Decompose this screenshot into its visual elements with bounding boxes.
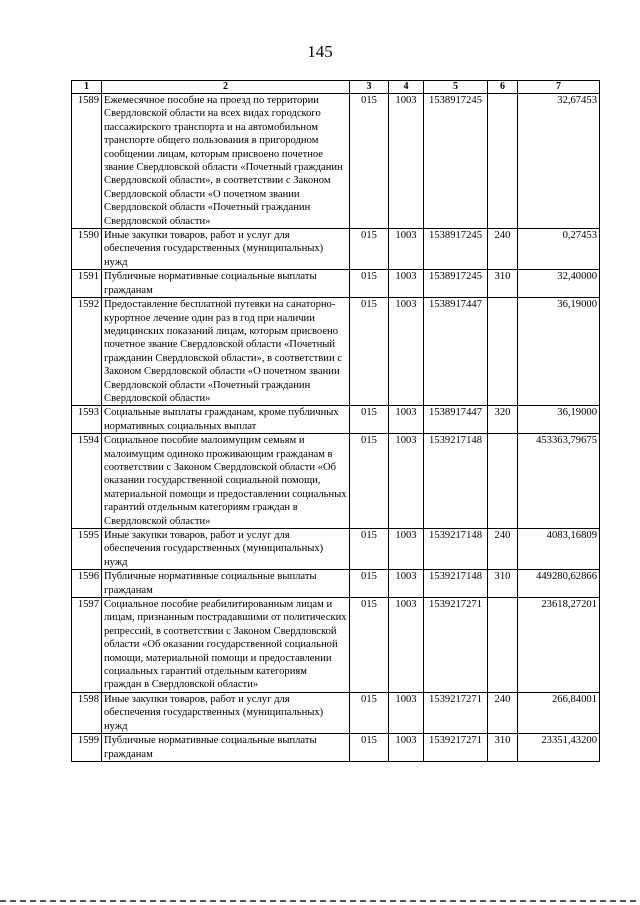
code-section: 1003 <box>389 406 424 434</box>
amount: 23618,27201 <box>518 598 600 693</box>
column-header: 3 <box>350 81 389 94</box>
code-expense-type: 240 <box>488 229 518 270</box>
code-target: 1538917447 <box>424 406 488 434</box>
code-expense-type <box>488 434 518 529</box>
table-row <box>72 598 600 693</box>
code-expense-type: 240 <box>488 692 518 733</box>
code-ministry: 015 <box>350 529 389 570</box>
row-number: 1596 <box>72 570 102 598</box>
row-number: 1594 <box>72 434 102 529</box>
code-section: 1003 <box>389 529 424 570</box>
table-row <box>72 734 600 762</box>
code-target: 1538917245 <box>424 270 488 298</box>
column-header: 6 <box>488 81 518 94</box>
column-header: 2 <box>102 81 350 94</box>
row-number: 1595 <box>72 529 102 570</box>
table-row <box>72 298 600 406</box>
code-target: 1538917245 <box>424 229 488 270</box>
amount: 36,19000 <box>518 298 600 406</box>
code-expense-type <box>488 598 518 693</box>
table-row <box>72 406 600 434</box>
row-number: 1593 <box>72 406 102 434</box>
amount: 32,67453 <box>518 94 600 229</box>
code-ministry: 015 <box>350 598 389 693</box>
code-ministry: 015 <box>350 270 389 298</box>
row-number: 1599 <box>72 734 102 762</box>
item-name: Иные закупки товаров, работ и услуг для обеспечения государственных (муниципальных) нужд <box>102 529 350 570</box>
column-header: 4 <box>389 81 424 94</box>
item-name: Социальное пособие реабилитированным лицам и лицам, признанным пострадавшими от политических репрессий, в соответствии с Законом Свердловской области «Об оказании государственной социальной помощи, материальной помощи и предоставлении социальных гарантий отдельным категориям граждан в Свердловской области» <box>102 598 350 693</box>
row-number: 1598 <box>72 692 102 733</box>
amount: 453363,79675 <box>518 434 600 529</box>
code-section: 1003 <box>389 270 424 298</box>
item-name: Публичные нормативные социальные выплаты гражданам <box>102 270 350 298</box>
amount: 0,27453 <box>518 229 600 270</box>
row-number: 1589 <box>72 94 102 229</box>
table-row <box>72 692 600 733</box>
item-name: Социальные выплаты гражданам, кроме публичных нормативных социальных выплат <box>102 406 350 434</box>
code-ministry: 015 <box>350 434 389 529</box>
code-target: 1539217148 <box>424 434 488 529</box>
code-ministry: 015 <box>350 692 389 733</box>
code-target: 1539217148 <box>424 570 488 598</box>
code-ministry: 015 <box>350 298 389 406</box>
table-row <box>72 270 600 298</box>
code-target: 1538917245 <box>424 94 488 229</box>
column-header: 1 <box>72 81 102 94</box>
code-ministry: 015 <box>350 406 389 434</box>
item-name: Иные закупки товаров, работ и услуг для обеспечения государственных (муниципальных) нужд <box>102 229 350 270</box>
code-section: 1003 <box>389 734 424 762</box>
code-ministry: 015 <box>350 570 389 598</box>
code-expense-type <box>488 94 518 229</box>
column-header: 5 <box>424 81 488 94</box>
code-ministry: 015 <box>350 229 389 270</box>
budget-table <box>71 80 600 762</box>
amount: 32,40000 <box>518 270 600 298</box>
code-section: 1003 <box>389 94 424 229</box>
code-section: 1003 <box>389 570 424 598</box>
table-row <box>72 94 600 229</box>
code-expense-type: 310 <box>488 270 518 298</box>
code-expense-type: 240 <box>488 529 518 570</box>
code-target: 1539217148 <box>424 529 488 570</box>
code-target: 1539217271 <box>424 692 488 733</box>
code-target: 1539217271 <box>424 734 488 762</box>
row-number: 1592 <box>72 298 102 406</box>
code-section: 1003 <box>389 434 424 529</box>
code-section: 1003 <box>389 298 424 406</box>
scan-edge-divider <box>0 900 640 902</box>
item-name: Социальное пособие малоимущим семьям и малоимущим одиноко проживающим гражданам в соответствии с Законом Свердловской области «Об оказании государственной социальной помощи, материальной помощи и предоставлении социальных гарантий отдельным категориям граждан в Свердловской области» <box>102 434 350 529</box>
item-name: Публичные нормативные социальные выплаты гражданам <box>102 734 350 762</box>
amount: 4083,16809 <box>518 529 600 570</box>
code-expense-type: 310 <box>488 570 518 598</box>
table-row <box>72 529 600 570</box>
row-number: 1591 <box>72 270 102 298</box>
item-name: Иные закупки товаров, работ и услуг для обеспечения государственных (муниципальных) нужд <box>102 692 350 733</box>
row-number: 1597 <box>72 598 102 693</box>
code-target: 1538917447 <box>424 298 488 406</box>
column-header: 7 <box>518 81 600 94</box>
code-section: 1003 <box>389 692 424 733</box>
code-target: 1539217271 <box>424 598 488 693</box>
page-number: 145 <box>307 42 333 61</box>
table-row <box>72 570 600 598</box>
code-expense-type: 320 <box>488 406 518 434</box>
amount: 36,19000 <box>518 406 600 434</box>
table-row <box>72 434 600 529</box>
amount: 23351,43200 <box>518 734 600 762</box>
header-row <box>72 81 600 94</box>
table-row <box>72 229 600 270</box>
code-expense-type <box>488 298 518 406</box>
item-name: Предоставление бесплатной путевки на санаторно-курортное лечение один раз в год при наличии медицинских показаний лицам, которым присвоено почетное звание Свердловской области «Почетный гражданин Свердловской области», в соответствии с Законом Свердловской области «О почетном звании Свердловской области «Почетный гражданин Свердловской области» <box>102 298 350 406</box>
code-expense-type: 310 <box>488 734 518 762</box>
code-section: 1003 <box>389 229 424 270</box>
row-number: 1590 <box>72 229 102 270</box>
code-section: 1003 <box>389 598 424 693</box>
amount: 449280,62866 <box>518 570 600 598</box>
item-name: Ежемесячное пособие на проезд по территории Свердловской области на всех видах городского пассажирского транспорта и на автомобильном транспорте общего пользования в пригородном сообщении лицам, которым присвоено почетное звание Свердловской области «Почетный гражданин Свердловской области», в соответствии с Законом Свердловской области «О почетном звании Свердловской области «Почетный гражданин Свердловской области» <box>102 94 350 229</box>
item-name: Публичные нормативные социальные выплаты гражданам <box>102 570 350 598</box>
code-ministry: 015 <box>350 94 389 229</box>
amount: 266,84001 <box>518 692 600 733</box>
code-ministry: 015 <box>350 734 389 762</box>
